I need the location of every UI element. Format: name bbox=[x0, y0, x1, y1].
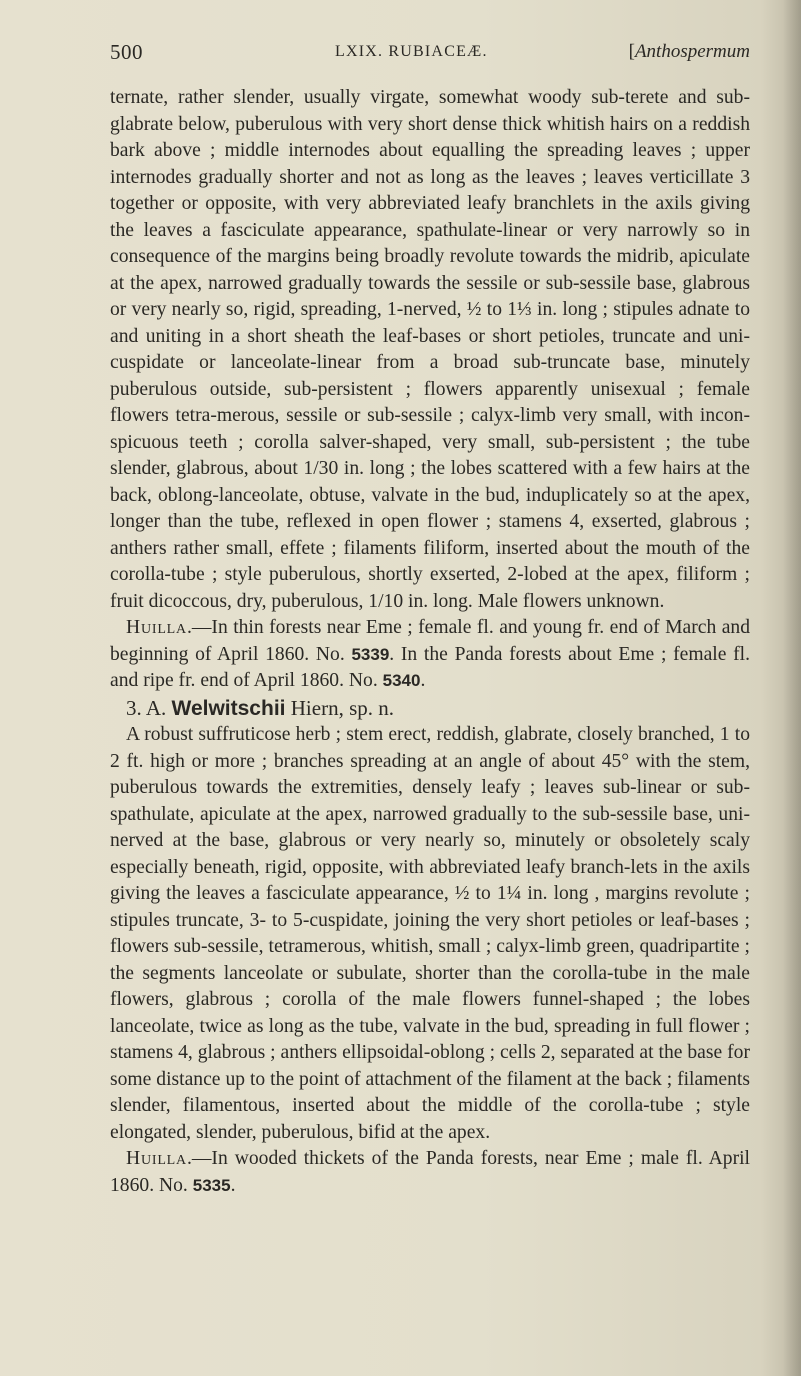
locality-name: Huilla bbox=[126, 617, 187, 638]
locality-paragraph bbox=[110, 615, 750, 695]
specimen-number: 5335 bbox=[192, 1175, 231, 1195]
page-number: 500 bbox=[110, 40, 143, 64]
locality-text: . bbox=[420, 670, 426, 691]
species-name: Welwitschii bbox=[171, 696, 286, 720]
section-title: LXIX. RUBIACEÆ. bbox=[335, 43, 488, 60]
page-edge-shadow bbox=[783, 0, 801, 1376]
locality-text: . bbox=[230, 1174, 236, 1196]
locality-name: Huilla bbox=[126, 1148, 187, 1169]
locality-text: . In the Panda forests about Eme ; female fl. and ripe fr. end of April 1860. No. bbox=[110, 643, 750, 691]
species-number: 3. A. bbox=[126, 695, 167, 720]
species-author: Hiern, sp. n. bbox=[285, 695, 394, 720]
specimen-number: 5339 bbox=[351, 644, 390, 664]
specimen-number: 5340 bbox=[382, 671, 421, 690]
species-description: A robust suffruticose herb ; stem erect, reddish, glabrate, closely branched, 1 to 2 ft. high or more ; branches spreading at an angle of about 45° with the stem, puberulous towards the extremities, densely leafy ; leaves sub-linear or sub-spathulate, apiculate at the apex, narrowed gradually to the sub-sessile base, uni-nerved at the base, glabrous or very nearly so, minutely or obsoletely scaly especially beneath, rigid, opposite, with abbreviated leafy branch-lets in the axils giving the leaves a fasciculate appearance, ½ to 1¼ in. long , margins revolute ; stipules truncate, 3- to 5-cuspidate, joining the very short petioles or leaf-bases ; flowers sub-sessile, tetramerous, whitish, small ; calyx-limb green, quadripartite ; the segments lanceolate or subulate, shorter than the corolla-tube in the male flowers, glabrous ; corolla of the male flowers funnel-shaped ; the lobes lanceolate, twice as long as the tube, valvate in the bud, spreading in full flower ; stamens 4, glabrous ; anthers ellipsoidal-oblong ; cells 2, separated at the base for some distance up to the point of attachment of the filament at the back ; filaments slender, filamentous, inserted about the middle of the corolla-tube ; style elongated, slender, puberulous, bifid at the apex. bbox=[110, 724, 750, 1143]
genus-bracket: [ bbox=[628, 41, 635, 62]
running-header bbox=[110, 40, 750, 74]
species-heading bbox=[110, 695, 750, 723]
locality-paragraph bbox=[110, 1146, 750, 1199]
locality-text: .—In wooded thickets of the Panda forests, near Eme ; male fl. April 1860. No. bbox=[110, 1148, 750, 1196]
locality-text: .—In thin forests near Eme ; female fl. and young fr. end of March and beginning of April 1860. No. bbox=[110, 617, 750, 665]
genus-header bbox=[629, 41, 750, 63]
page-body bbox=[110, 85, 750, 1199]
genus-name: Anthospermum bbox=[634, 41, 750, 62]
description-paragraph: ternate, rather slender, usually virgate, somewhat woody sub-terete and sub-glabrate below, puberulous with very short dense thick whitish hairs on a reddish bark above ; middle internodes about equalling the spreading leaves ; upper internodes gradually shorter and not as long as the leaves ; leaves verticillate 3 together or opposite, with very abbreviated leafy branchlets in the axils giving the leaves a fasciculate appearance, spathulate-linear or very narrowly so in consequence of the margins being broadly revolute towards the midrib, apiculate at the apex, narrowed gradually towards the sessile or sub-sessile base, glabrous or very nearly so, rigid, spreading, 1-nerved, ½ to 1⅓ in. long ; stipules adnate to and uniting in a short sheath the leaf-bases or short petioles, truncate and uni-cuspidate or lanceolate-linear from a broad sub-truncate base, minutely puberulous outside, sub-persistent ; flowers apparently unisexual ; female flowers tetra-merous, sessile or sub-sessile ; calyx-limb very small, with incon-spicuous teeth ; corolla salver-shaped, very small, sub-persistent ; the tube slender, glabrous, about 1/30 in. long ; the lobes scattered with a few hairs at the back, oblong-lanceolate, obtuse, valvate in the bud, induplicately so at the apex, longer than the tube, reflexed in open flower ; stamens 4, exserted, glabrous ; anthers rather small, effete ; filaments filiform, inserted about the mouth of the corolla-tube ; style puberulous, shortly exserted, 2-lobed at the apex, filiform ; fruit dicoccous, dry, puberulous, 1/10 in. long. Male flowers unknown. bbox=[110, 87, 750, 612]
